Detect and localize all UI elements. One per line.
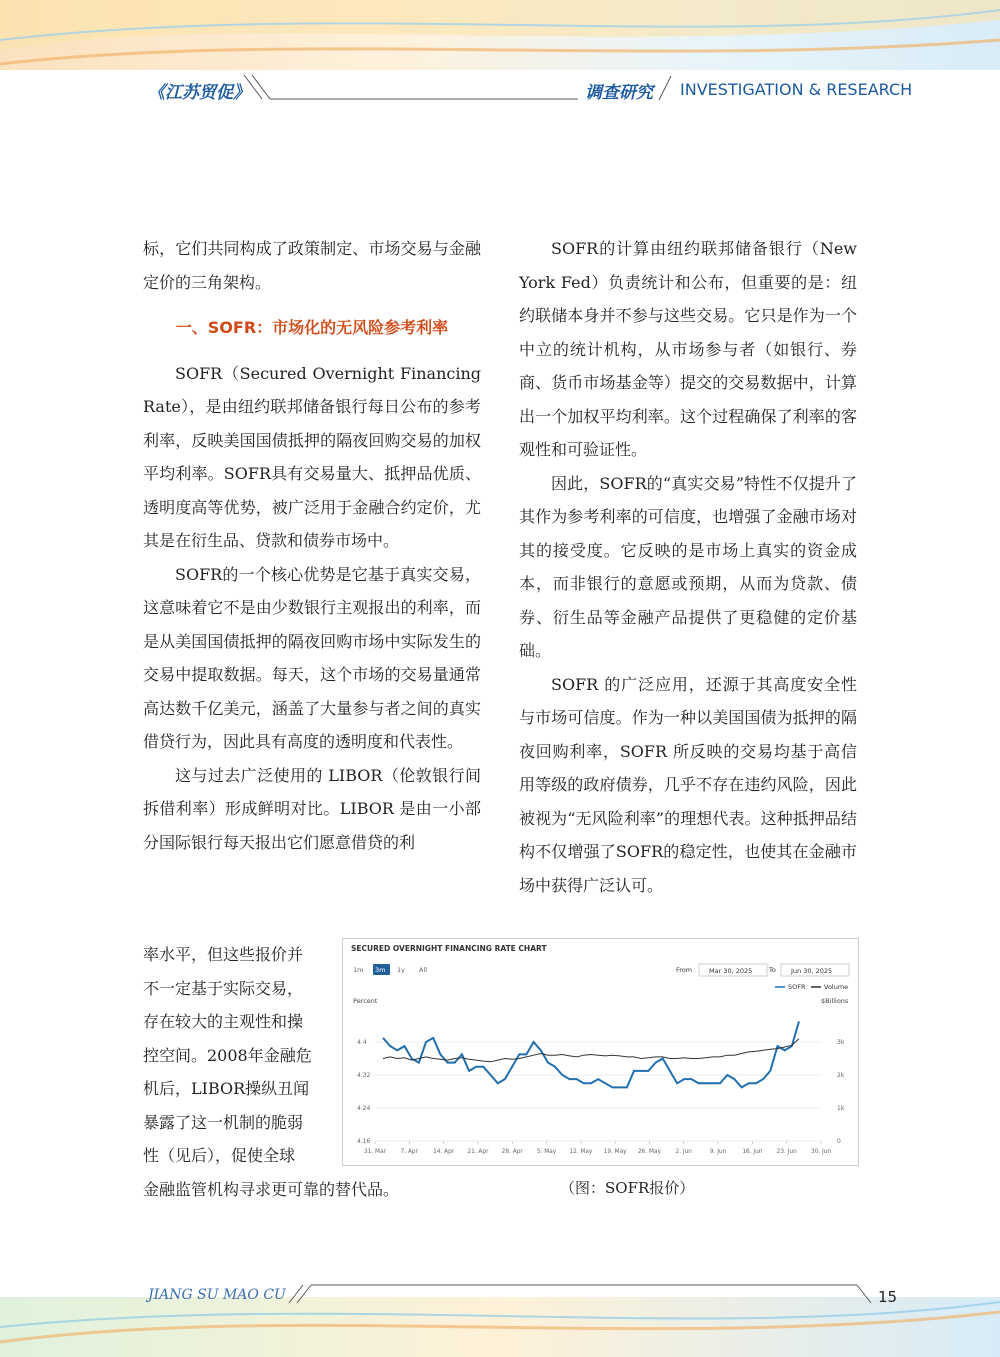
legend-label-volume: Volume	[824, 983, 849, 991]
range-button-label-1m[interactable]: 1m	[353, 966, 364, 974]
left-paragraph-3: 这与过去广泛使用的 LIBOR（伦敦银行间拆借利率）形成鲜明对比。LIBOR 是由一小部分国际银行每天报出它们愿意借贷的利	[143, 765, 481, 852]
y-tick-right: 3k	[837, 1039, 845, 1046]
journal-name: 《江苏贸促》	[148, 83, 250, 103]
figure-caption: （图：SOFR报价）	[560, 1179, 695, 1197]
from-date-value: Mar 30, 2025	[709, 967, 753, 975]
y-tick-left: 4.4	[357, 1039, 367, 1046]
y-tick-right: 0	[837, 1138, 841, 1145]
y-tick-right: 1k	[837, 1105, 845, 1112]
y-tick-right: 2k	[837, 1072, 845, 1079]
section-heading: 一、SOFR：市场化的无风险参考利率	[175, 318, 449, 337]
x-tick-label: 9. Jun	[709, 1149, 727, 1155]
y-axis-label-right: $Billions	[821, 997, 849, 1005]
x-tick-label: 16. Jun	[742, 1149, 763, 1155]
x-tick-label: 21. Apr	[467, 1149, 489, 1155]
header-rule	[240, 72, 580, 102]
left-paragraph-1: SOFR（Secured Overnight Financing Rate），是由纽约联邦储备银行每日公布的参考利率，反映美国国债抵押的隔夜回购交易的加权平均利率。SOFR具有交易量大、抵押品优质、透明度高等优势，被广泛用于金融合约定价，尤其是在衍生品、贷款和债券市场中。	[143, 363, 481, 550]
x-tick-label: 5. May	[536, 1149, 557, 1155]
x-tick-label: 2. Jun	[675, 1149, 692, 1155]
right-paragraph-1: SOFR的计算由纽约联邦储备银行（New York Fed）负责统计和公布，但重要的是：纽约联储本身并不参与这些交易。它只是作为一个中立的统计机构，从市场参与者（如银行、券商、货币市场基金等）提交的交易数据中，计算出一个加权平均利率。这个过程确保了利率的客观性和可验证性。	[519, 239, 857, 459]
wrap-line: 不一定基于实际交易，	[143, 978, 304, 998]
y-tick-left: 4.32	[357, 1072, 371, 1079]
left-paragraph-0: 标，它们共同构成了政策制定、市场交易与金融定价的三角架构。	[143, 239, 481, 292]
wrap-line: 率水平，但这些报价并	[143, 945, 304, 964]
wrap-line: 性（见后），促使全球	[143, 1146, 296, 1165]
x-tick-label: 28. Apr	[501, 1149, 523, 1155]
footer-journal: JIANG SU MAO CU	[148, 1287, 286, 1303]
page-header	[0, 72, 1000, 112]
range-button-label-3m[interactable]: 3m	[375, 966, 386, 974]
section-name-cn: 调查研究	[585, 83, 653, 103]
x-tick-label: 12. May	[569, 1149, 593, 1155]
wrap-line: 暴露了这一机制的脆弱	[143, 1112, 304, 1132]
footer-rule	[285, 1283, 875, 1305]
x-tick-label: 19. May	[603, 1149, 627, 1155]
x-tick-label: 23. Jun	[776, 1149, 797, 1155]
left-last-line: 金融监管机构寻求更可靠的替代品。	[143, 1180, 400, 1199]
range-button-label-1y[interactable]: 1y	[397, 966, 405, 974]
chart-title: SECURED OVERNIGHT FINANCING RATE CHART	[351, 944, 547, 953]
y-tick-left: 4.16	[357, 1138, 371, 1145]
y-axis-label-left: Percent	[353, 997, 378, 1005]
right-paragraph-3: SOFR 的广泛应用，还源于其高度安全性与市场可信度。作为一种以美国国债为抵押的隔夜回购利率，SOFR 所反映的交易均基于高信用等级的政府债券，几乎不存在违约风险，因此被视为“无风险利率”的理想代表。这种抵押品结构不仅增强了SOFR的稳定性，也使其在金融市场中获得广泛认可。	[519, 674, 857, 895]
wrap-text	[143, 938, 333, 1173]
x-tick-label: 31. Mar	[364, 1149, 386, 1155]
chart-svg	[343, 939, 858, 1165]
to-date-value: Jun 30, 2025	[791, 967, 833, 975]
wrap-line: 机后，LIBOR操纵丑闻	[143, 1079, 310, 1098]
right-column	[519, 232, 857, 902]
right-paragraph-2: 因此，SOFR的“真实交易”特性不仅提升了其作为参考利率的可信度，也增强了金融市场对其的接受度。它反映的是市场上真实的资金成本，而非银行的意愿或预期，从而为贷款、债券、衍生品等金融产品提供了更稳健的定价基础。	[519, 473, 857, 660]
from-label: From	[676, 966, 693, 974]
sofr-chart	[342, 938, 859, 1166]
y-tick-left: 4.24	[357, 1105, 371, 1112]
section-name-en: INVESTIGATION & RESEARCH	[680, 80, 913, 99]
page-number: 15	[878, 1288, 898, 1306]
legend-label-sofr: SOFR	[788, 983, 806, 991]
x-tick-label: 26. May	[637, 1149, 661, 1155]
to-label: To	[769, 966, 776, 974]
x-tick-label: 14. Apr	[433, 1149, 455, 1155]
left-column	[143, 232, 481, 859]
wrap-line: 存在较大的主观性和操	[143, 1012, 304, 1031]
top-decoration	[0, 0, 1000, 70]
wrap-line: 控空间。2008年金融危	[143, 1045, 312, 1065]
range-button-label-All[interactable]: All	[419, 966, 428, 974]
left-paragraph-2: SOFR的一个核心优势是它基于真实交易，这意味着它不是由少数银行主观报出的利率，而是从美国国债抵押的隔夜回购市场中实际发生的交易中提取数据。每天，这个市场的交易量通常高达数千亿美元，涵盖了大量参与者之间的真实借贷行为，因此具有高度的透明度和代表性。	[143, 564, 481, 751]
x-tick-label: 7. Apr	[400, 1149, 419, 1155]
x-tick-label: 30. Jun	[810, 1149, 832, 1155]
header-slash	[655, 74, 675, 102]
